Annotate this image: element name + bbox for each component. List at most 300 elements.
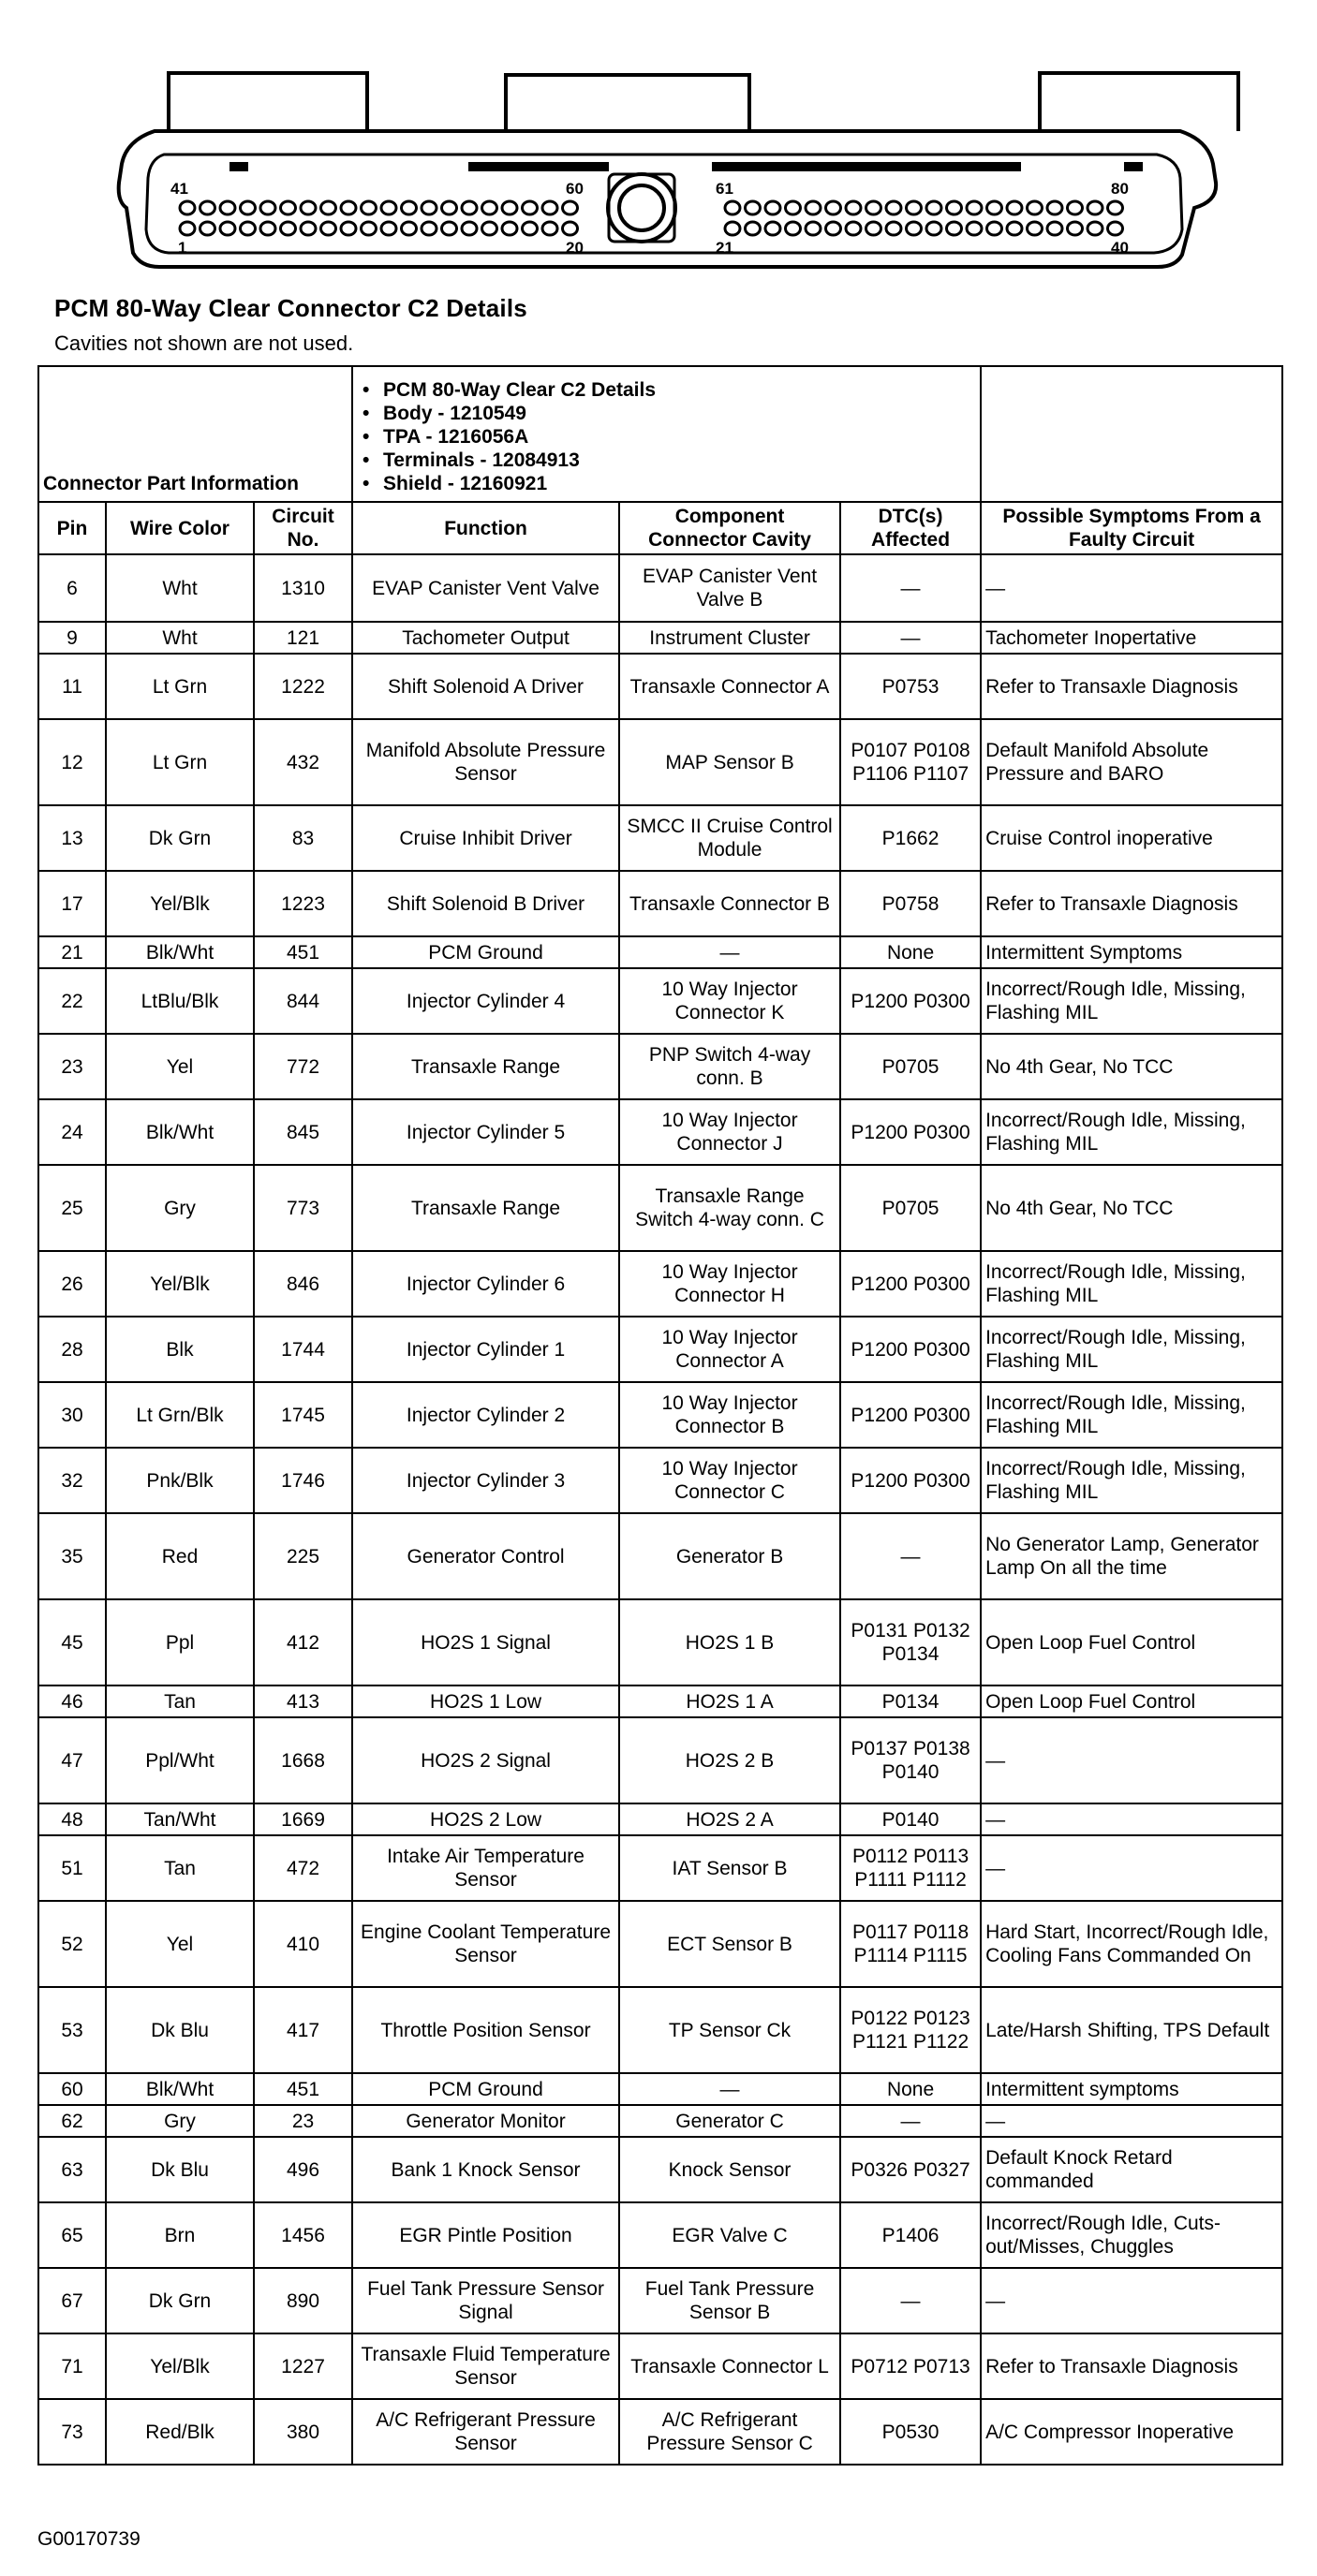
wire-color-cell: Tan bbox=[106, 1835, 254, 1901]
function-cell: Transaxle Range bbox=[352, 1165, 619, 1251]
circuit-cell: 1668 bbox=[254, 1717, 352, 1803]
part-info-item: • PCM 80-Way Clear C2 Details bbox=[383, 378, 976, 402]
table-row bbox=[38, 805, 1282, 871]
symptoms-cell: Incorrect/Rough Idle, Missing, Flashing MIL bbox=[981, 1382, 1282, 1448]
pin-cavity bbox=[947, 201, 962, 214]
function-cell: Fuel Tank Pressure Sensor Signal bbox=[352, 2268, 619, 2333]
function-cell: Injector Cylinder 6 bbox=[352, 1251, 619, 1317]
cavity-cell: HO2S 1 B bbox=[619, 1599, 840, 1685]
pin-cavity bbox=[301, 201, 316, 214]
pin-cavity bbox=[362, 222, 377, 235]
part-info-cell bbox=[352, 366, 981, 502]
pin-cell: 60 bbox=[38, 2073, 106, 2105]
circuit-cell: 1669 bbox=[254, 1803, 352, 1835]
pin-cavity bbox=[907, 201, 922, 214]
circuit-cell: 1746 bbox=[254, 1448, 352, 1513]
pin-cell: 52 bbox=[38, 1901, 106, 1987]
table-row bbox=[38, 1901, 1282, 1987]
pin-cavity bbox=[241, 222, 256, 235]
circuit-cell: 845 bbox=[254, 1099, 352, 1165]
pin-cell: 48 bbox=[38, 1803, 106, 1835]
symptoms-cell: Incorrect/Rough Idle, Missing, Flashing MIL bbox=[981, 1317, 1282, 1382]
pin-cavity bbox=[765, 222, 780, 235]
pin-cell: 28 bbox=[38, 1317, 106, 1382]
cavity-cell: HO2S 2 A bbox=[619, 1803, 840, 1835]
table-row bbox=[38, 871, 1282, 936]
table-row bbox=[38, 936, 1282, 968]
pin-cavity bbox=[1108, 201, 1123, 214]
cavity-cell: A/C Refrigerant Pressure Sensor C bbox=[619, 2399, 840, 2465]
wire-color-cell: Yel/Blk bbox=[106, 871, 254, 936]
function-cell: HO2S 1 Low bbox=[352, 1685, 619, 1717]
cavity-cell: 10 Way Injector Connector H bbox=[619, 1251, 840, 1317]
dtc-cell: P1200 P0300 bbox=[840, 968, 981, 1034]
pin-cavity bbox=[482, 201, 497, 214]
table-row bbox=[38, 1803, 1282, 1835]
figure-id: G00170739 bbox=[37, 2528, 141, 2550]
pin-cavity bbox=[926, 201, 941, 214]
symptoms-cell: — bbox=[981, 2268, 1282, 2333]
wire-color-cell: Yel/Blk bbox=[106, 2333, 254, 2399]
symptoms-cell: No Generator Lamp, Generator Lamp On all the time bbox=[981, 1513, 1282, 1599]
symptoms-cell: — bbox=[981, 1835, 1282, 1901]
dtc-cell: P0134 bbox=[840, 1685, 981, 1717]
pin-cell: 46 bbox=[38, 1685, 106, 1717]
connector-body bbox=[119, 131, 1216, 267]
pin-cavity bbox=[1108, 222, 1123, 235]
pin-cavity bbox=[1028, 222, 1043, 235]
dtc-cell: P1200 P0300 bbox=[840, 1099, 981, 1165]
pin-label-40: 40 bbox=[1111, 239, 1129, 257]
connector-diagram bbox=[0, 0, 1317, 300]
table-row bbox=[38, 1835, 1282, 1901]
circuit-cell: 380 bbox=[254, 2399, 352, 2465]
part-info-item: • Shield - 12160921 bbox=[383, 472, 976, 495]
pin-cell: 35 bbox=[38, 1513, 106, 1599]
pin-cell: 45 bbox=[38, 1599, 106, 1685]
circuit-cell: 410 bbox=[254, 1901, 352, 1987]
header-dtc: DTC(s) Affected bbox=[840, 502, 981, 554]
pin-cavity bbox=[826, 201, 841, 214]
table-row bbox=[38, 2105, 1282, 2137]
dtc-cell: P0712 P0713 bbox=[840, 2333, 981, 2399]
table-row bbox=[38, 1251, 1282, 1317]
function-cell: PCM Ground bbox=[352, 2073, 619, 2105]
table-row bbox=[38, 654, 1282, 719]
wire-color-cell: LtBlu/Blk bbox=[106, 968, 254, 1034]
function-cell: Engine Coolant Temperature Sensor bbox=[352, 1901, 619, 1987]
table-row bbox=[38, 2137, 1282, 2202]
symptoms-cell: — bbox=[981, 1717, 1282, 1803]
cavity-cell: 10 Way Injector Connector J bbox=[619, 1099, 840, 1165]
pin-cavity bbox=[987, 222, 1002, 235]
connector-tab-left bbox=[169, 73, 367, 131]
pin-cell: 65 bbox=[38, 2202, 106, 2268]
pin-cell: 53 bbox=[38, 1987, 106, 2073]
symptoms-cell: A/C Compressor Inoperative bbox=[981, 2399, 1282, 2465]
circuit-cell: 121 bbox=[254, 622, 352, 654]
pin-cell: 25 bbox=[38, 1165, 106, 1251]
pin-cavity bbox=[947, 222, 962, 235]
pin-label-21: 21 bbox=[716, 239, 733, 257]
pin-cell: 30 bbox=[38, 1382, 106, 1448]
pin-cavity bbox=[341, 222, 356, 235]
circuit-cell: 1222 bbox=[254, 654, 352, 719]
wire-color-cell: Yel bbox=[106, 1034, 254, 1099]
pin-cavity bbox=[563, 201, 578, 214]
pin-cavity bbox=[422, 201, 437, 214]
symptoms-cell: — bbox=[981, 554, 1282, 622]
pin-cavity bbox=[806, 201, 821, 214]
dtc-cell: P0137 P0138 P0140 bbox=[840, 1717, 981, 1803]
pin-cavity bbox=[806, 222, 821, 235]
pin-cell: 11 bbox=[38, 654, 106, 719]
dtc-cell: P1662 bbox=[840, 805, 981, 871]
table-row bbox=[38, 2268, 1282, 2333]
circuit-cell: 496 bbox=[254, 2137, 352, 2202]
cavity-cell: 10 Way Injector Connector C bbox=[619, 1448, 840, 1513]
wire-color-cell: Blk bbox=[106, 1317, 254, 1382]
pin-cavity bbox=[866, 201, 881, 214]
wire-color-cell: Dk Grn bbox=[106, 805, 254, 871]
dtc-cell: P0107 P0108 P1106 P1107 bbox=[840, 719, 981, 805]
dtc-cell: P0117 P0118 P1114 P1115 bbox=[840, 1901, 981, 1987]
symptoms-cell: Intermittent Symptoms bbox=[981, 936, 1282, 968]
table-row bbox=[38, 1099, 1282, 1165]
cavity-cell: Transaxle Connector B bbox=[619, 871, 840, 936]
header-row bbox=[38, 502, 1282, 554]
table-row bbox=[38, 1599, 1282, 1685]
dtc-cell: — bbox=[840, 622, 981, 654]
function-cell: PCM Ground bbox=[352, 936, 619, 968]
cavity-cell: Transaxle Connector A bbox=[619, 654, 840, 719]
function-cell: Generator Monitor bbox=[352, 2105, 619, 2137]
pin-cavity bbox=[180, 222, 195, 235]
pin-cavity bbox=[1007, 201, 1022, 214]
circuit-cell: 1227 bbox=[254, 2333, 352, 2399]
pin-label-80: 80 bbox=[1111, 180, 1129, 198]
circuit-cell: 417 bbox=[254, 1987, 352, 2073]
dtc-cell: — bbox=[840, 2105, 981, 2137]
circuit-cell: 890 bbox=[254, 2268, 352, 2333]
symptoms-cell: Intermittent symptoms bbox=[981, 2073, 1282, 2105]
wire-color-cell: Blk/Wht bbox=[106, 936, 254, 968]
dtc-cell: P0122 P0123 P1121 P1122 bbox=[840, 1987, 981, 2073]
pin-cell: 17 bbox=[38, 871, 106, 936]
pin-cell: 22 bbox=[38, 968, 106, 1034]
symptoms-cell: Default Manifold Absolute Pressure and BARO bbox=[981, 719, 1282, 805]
function-cell: Bank 1 Knock Sensor bbox=[352, 2137, 619, 2202]
connector-tab-right bbox=[1040, 73, 1238, 131]
pin-cavity bbox=[220, 222, 235, 235]
header-circuit: Circuit No. bbox=[254, 502, 352, 554]
pin-cavity bbox=[886, 201, 901, 214]
cavity-cell: Transaxle Range Switch 4-way conn. C bbox=[619, 1165, 840, 1251]
pin-cell: 71 bbox=[38, 2333, 106, 2399]
wire-color-cell: Brn bbox=[106, 2202, 254, 2268]
wire-color-cell: Red bbox=[106, 1513, 254, 1599]
table-row bbox=[38, 622, 1282, 654]
circuit-cell: 23 bbox=[254, 2105, 352, 2137]
table-row bbox=[38, 1513, 1282, 1599]
cavity-cell: Knock Sensor bbox=[619, 2137, 840, 2202]
table-row bbox=[38, 1034, 1282, 1099]
pin-cavity bbox=[241, 201, 256, 214]
dtc-cell: P0758 bbox=[840, 871, 981, 936]
part-info-blank bbox=[981, 366, 1282, 502]
cavity-cell: — bbox=[619, 936, 840, 968]
table-row bbox=[38, 1317, 1282, 1382]
wire-color-cell: Ppl bbox=[106, 1599, 254, 1685]
wire-color-cell: Dk Grn bbox=[106, 2268, 254, 2333]
table-row bbox=[38, 2073, 1282, 2105]
symptoms-cell: Incorrect/Rough Idle, Missing, Flashing MIL bbox=[981, 968, 1282, 1034]
header-pin: Pin bbox=[38, 502, 106, 554]
header-wire-color: Wire Color bbox=[106, 502, 254, 554]
wire-color-cell: Tan bbox=[106, 1685, 254, 1717]
cavity-cell: Instrument Cluster bbox=[619, 622, 840, 654]
table-row bbox=[38, 1987, 1282, 2073]
dtc-cell: P0705 bbox=[840, 1165, 981, 1251]
pin-cavity bbox=[281, 222, 296, 235]
pin-cavity bbox=[907, 222, 922, 235]
wire-color-cell: Yel bbox=[106, 1901, 254, 1987]
part-info-row bbox=[38, 366, 1282, 502]
table-row bbox=[38, 968, 1282, 1034]
pin-cavity bbox=[260, 222, 275, 235]
circuit-cell: 773 bbox=[254, 1165, 352, 1251]
pin-cavity bbox=[301, 222, 316, 235]
cavity-cell: Fuel Tank Pressure Sensor B bbox=[619, 2268, 840, 2333]
function-cell: Injector Cylinder 2 bbox=[352, 1382, 619, 1448]
circuit-cell: 472 bbox=[254, 1835, 352, 1901]
pin-cavity bbox=[341, 201, 356, 214]
circuit-cell: 1310 bbox=[254, 554, 352, 622]
pin-cell: 67 bbox=[38, 2268, 106, 2333]
dtc-cell: P0140 bbox=[840, 1803, 981, 1835]
wire-color-cell: Blk/Wht bbox=[106, 2073, 254, 2105]
pin-cavity bbox=[321, 222, 336, 235]
pin-cavity bbox=[523, 201, 538, 214]
part-info-list bbox=[357, 369, 976, 499]
dtc-cell: — bbox=[840, 554, 981, 622]
dtc-cell: None bbox=[840, 2073, 981, 2105]
pin-cavity bbox=[563, 222, 578, 235]
cavity-cell: ECT Sensor B bbox=[619, 1901, 840, 1987]
function-cell: Tachometer Output bbox=[352, 622, 619, 654]
pin-cavity bbox=[846, 222, 861, 235]
table-row bbox=[38, 719, 1282, 805]
pin-cell: 32 bbox=[38, 1448, 106, 1513]
pin-cavity bbox=[442, 222, 457, 235]
dtc-cell: P0530 bbox=[840, 2399, 981, 2465]
dtc-cell: P1200 P0300 bbox=[840, 1448, 981, 1513]
pin-cavity bbox=[381, 201, 396, 214]
connector-tab-center bbox=[506, 75, 749, 131]
wire-color-cell: Tan/Wht bbox=[106, 1803, 254, 1835]
circuit-cell: 772 bbox=[254, 1034, 352, 1099]
pin-cavity bbox=[523, 222, 538, 235]
wire-color-cell: Gry bbox=[106, 2105, 254, 2137]
function-cell: Shift Solenoid B Driver bbox=[352, 871, 619, 936]
table-row bbox=[38, 1165, 1282, 1251]
pin-cell: 23 bbox=[38, 1034, 106, 1099]
pin-cavity bbox=[926, 222, 941, 235]
function-cell: Shift Solenoid A Driver bbox=[352, 654, 619, 719]
symptoms-cell: Tachometer Inopertative bbox=[981, 622, 1282, 654]
pin-cell: 47 bbox=[38, 1717, 106, 1803]
cavity-cell: Generator C bbox=[619, 2105, 840, 2137]
pin-cavity bbox=[786, 201, 801, 214]
cavity-cell: PNP Switch 4-way conn. B bbox=[619, 1034, 840, 1099]
symptoms-cell: Cruise Control inoperative bbox=[981, 805, 1282, 871]
function-cell: EVAP Canister Vent Valve bbox=[352, 554, 619, 622]
pin-cavity bbox=[1088, 222, 1102, 235]
pin-cavity bbox=[826, 222, 841, 235]
pin-cavity bbox=[200, 201, 215, 214]
cavity-cell: HO2S 2 B bbox=[619, 1717, 840, 1803]
pin-cavity bbox=[542, 201, 557, 214]
wire-color-cell: Wht bbox=[106, 622, 254, 654]
symptoms-cell: No 4th Gear, No TCC bbox=[981, 1034, 1282, 1099]
symptoms-cell: Refer to Transaxle Diagnosis bbox=[981, 2333, 1282, 2399]
pin-cavity bbox=[402, 222, 417, 235]
circuit-cell: 844 bbox=[254, 968, 352, 1034]
pin-cavity bbox=[442, 201, 457, 214]
pin-cavity bbox=[502, 222, 517, 235]
function-cell: HO2S 1 Signal bbox=[352, 1599, 619, 1685]
pin-cavity bbox=[967, 201, 982, 214]
table-row bbox=[38, 2202, 1282, 2268]
pin-cavity bbox=[422, 222, 437, 235]
dtc-cell: P0131 P0132 P0134 bbox=[840, 1599, 981, 1685]
cavity-cell: — bbox=[619, 2073, 840, 2105]
cavity-cell: IAT Sensor B bbox=[619, 1835, 840, 1901]
pin-cavity bbox=[502, 201, 517, 214]
pin-cavity bbox=[786, 222, 801, 235]
circuit-cell: 846 bbox=[254, 1251, 352, 1317]
cavity-cell: EGR Valve C bbox=[619, 2202, 840, 2268]
wire-color-cell: Lt Grn bbox=[106, 654, 254, 719]
pin-cavity bbox=[462, 222, 477, 235]
circuit-cell: 1744 bbox=[254, 1317, 352, 1382]
pin-cavity bbox=[846, 201, 861, 214]
wire-color-cell: Pnk/Blk bbox=[106, 1448, 254, 1513]
part-info-item: • Body - 1210549 bbox=[383, 402, 976, 425]
pin-cavity bbox=[542, 222, 557, 235]
circuit-cell: 412 bbox=[254, 1599, 352, 1685]
pin-cavity bbox=[765, 201, 780, 214]
pin-cell: 6 bbox=[38, 554, 106, 622]
pin-cell: 63 bbox=[38, 2137, 106, 2202]
symptoms-cell: Incorrect/Rough Idle, Missing, Flashing MIL bbox=[981, 1099, 1282, 1165]
dtc-cell: P0112 P0113 P1111 P1112 bbox=[840, 1835, 981, 1901]
dtc-cell: P1406 bbox=[840, 2202, 981, 2268]
pin-cavity bbox=[220, 201, 235, 214]
dtc-cell: P0705 bbox=[840, 1034, 981, 1099]
pin-cell: 26 bbox=[38, 1251, 106, 1317]
symptoms-cell: Open Loop Fuel Control bbox=[981, 1685, 1282, 1717]
cavity-cell: 10 Way Injector Connector A bbox=[619, 1317, 840, 1382]
dtc-cell: P0753 bbox=[840, 654, 981, 719]
table-row bbox=[38, 1717, 1282, 1803]
cavity-cell: Generator B bbox=[619, 1513, 840, 1599]
pin-cavity bbox=[180, 201, 195, 214]
circuit-cell: 83 bbox=[254, 805, 352, 871]
pin-cavity bbox=[462, 201, 477, 214]
function-cell: Injector Cylinder 4 bbox=[352, 968, 619, 1034]
pin-label-20: 20 bbox=[566, 239, 584, 257]
function-cell: Injector Cylinder 1 bbox=[352, 1317, 619, 1382]
circuit-cell: 1223 bbox=[254, 871, 352, 936]
table-row bbox=[38, 2333, 1282, 2399]
pin-cavity bbox=[967, 222, 982, 235]
cavity-cell: SMCC II Cruise Control Module bbox=[619, 805, 840, 871]
cavity-cell: 10 Way Injector Connector K bbox=[619, 968, 840, 1034]
pin-cavity bbox=[362, 201, 377, 214]
wire-color-cell: Yel/Blk bbox=[106, 1251, 254, 1317]
pin-cavity bbox=[482, 222, 497, 235]
pin-cell: 12 bbox=[38, 719, 106, 805]
circuit-cell: 1456 bbox=[254, 2202, 352, 2268]
symptoms-cell: Open Loop Fuel Control bbox=[981, 1599, 1282, 1685]
header-symptoms: Possible Symptoms From a Faulty Circuit bbox=[981, 502, 1282, 554]
symptoms-cell: Incorrect/Rough Idle, Missing, Flashing MIL bbox=[981, 1251, 1282, 1317]
pin-cavity bbox=[381, 222, 396, 235]
pin-cell: 21 bbox=[38, 936, 106, 968]
circuit-cell: 225 bbox=[254, 1513, 352, 1599]
symptoms-cell: No 4th Gear, No TCC bbox=[981, 1165, 1282, 1251]
wire-color-cell: Dk Blu bbox=[106, 1987, 254, 2073]
wire-color-cell: Lt Grn/Blk bbox=[106, 1382, 254, 1448]
pin-cavity bbox=[746, 201, 761, 214]
symptoms-cell: Refer to Transaxle Diagnosis bbox=[981, 654, 1282, 719]
function-cell: A/C Refrigerant Pressure Sensor bbox=[352, 2399, 619, 2465]
wire-color-cell: Dk Blu bbox=[106, 2137, 254, 2202]
symptoms-cell: — bbox=[981, 1803, 1282, 1835]
pin-cell: 62 bbox=[38, 2105, 106, 2137]
wire-color-cell: Lt Grn bbox=[106, 719, 254, 805]
cavity-cell: 10 Way Injector Connector B bbox=[619, 1382, 840, 1448]
pin-cell: 24 bbox=[38, 1099, 106, 1165]
pin-label-41: 41 bbox=[170, 180, 188, 198]
symptoms-cell: Refer to Transaxle Diagnosis bbox=[981, 871, 1282, 936]
circuit-cell: 451 bbox=[254, 2073, 352, 2105]
symptoms-cell: Default Knock Retard commanded bbox=[981, 2137, 1282, 2202]
cavity-cell: HO2S 1 A bbox=[619, 1685, 840, 1717]
symptoms-cell: — bbox=[981, 2105, 1282, 2137]
pin-label-1: 1 bbox=[178, 239, 187, 257]
pin-cavity bbox=[987, 201, 1002, 214]
pin-cavity bbox=[402, 201, 417, 214]
pin-cell: 9 bbox=[38, 622, 106, 654]
pin-cell: 73 bbox=[38, 2399, 106, 2465]
part-info-item: • Terminals - 12084913 bbox=[383, 449, 976, 472]
wire-color-cell: Ppl/Wht bbox=[106, 1717, 254, 1803]
pin-cavity bbox=[260, 201, 275, 214]
pin-cavity bbox=[281, 201, 296, 214]
function-cell: Manifold Absolute Pressure Sensor bbox=[352, 719, 619, 805]
pin-cavity bbox=[1028, 201, 1043, 214]
function-cell: Injector Cylinder 5 bbox=[352, 1099, 619, 1165]
connector-details-table bbox=[37, 365, 1283, 2466]
pin-label-60: 60 bbox=[566, 180, 584, 198]
page-title: PCM 80-Way Clear Connector C2 Details bbox=[54, 294, 527, 322]
table-row bbox=[38, 1382, 1282, 1448]
pin-cavity bbox=[321, 201, 336, 214]
function-cell: Transaxle Range bbox=[352, 1034, 619, 1099]
pin-cavity bbox=[725, 222, 740, 235]
